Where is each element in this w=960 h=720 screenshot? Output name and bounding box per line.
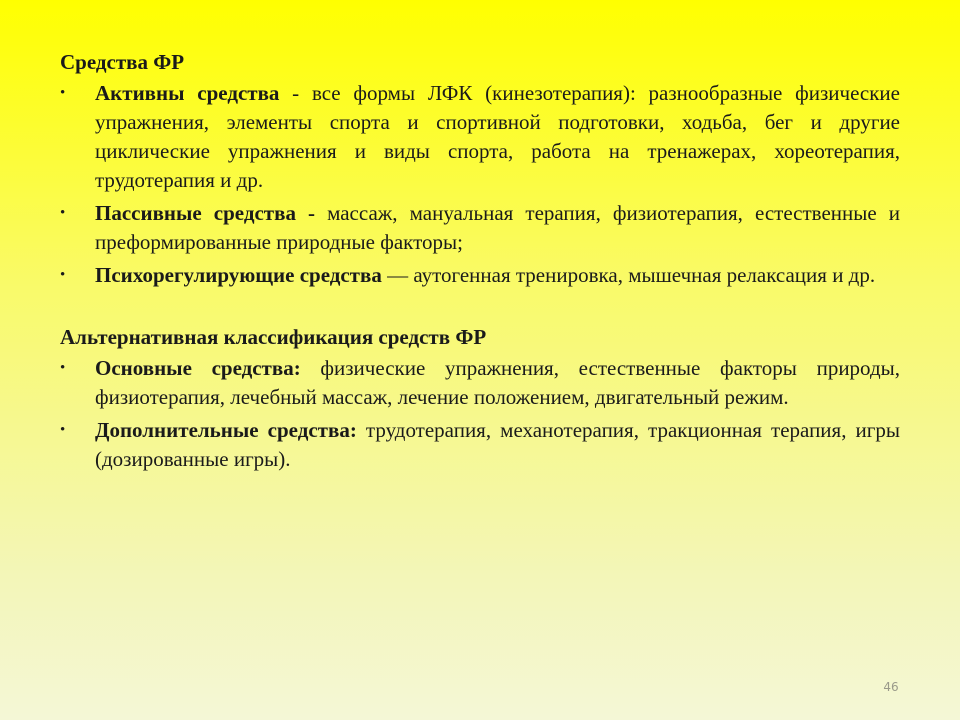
alternative-list xyxy=(60,354,900,474)
item-term: Психорегулирующие средства xyxy=(95,263,382,287)
list-item-main-means xyxy=(60,354,900,412)
bullet-icon: • xyxy=(60,360,66,376)
item-separator: — xyxy=(381,263,414,287)
bullet-icon: • xyxy=(60,422,66,438)
item-separator xyxy=(315,201,327,225)
bullet-icon: • xyxy=(60,267,66,283)
item-term: Основные средства: xyxy=(95,356,301,380)
list-item-additional-means xyxy=(60,416,900,474)
bullet-icon: • xyxy=(60,205,66,221)
item-term: Пассивные средства - xyxy=(95,201,316,225)
list-item-psychoregulating-means xyxy=(60,261,900,290)
item-text: массаж, мануальная терапия, физиотерапия, естественные и преформированные природные факторы; xyxy=(95,201,900,254)
item-term: Активны средства xyxy=(95,81,280,105)
means-list xyxy=(60,79,900,290)
item-separator: - xyxy=(279,81,312,105)
item-text: трудотерапия, механотерапия, тракционная терапия, игры (дозированные игры). xyxy=(95,418,901,471)
page-number: 46 xyxy=(883,680,899,694)
item-text: аутогенная тренировка, мышечная релаксация и др. xyxy=(413,263,876,287)
item-text: физические упражнения, естественные факторы природы, физиотерапия, лечебный массаж, лечение положением, двигательный режим. xyxy=(95,356,900,409)
bullet-icon: • xyxy=(60,85,66,101)
list-item-active-means xyxy=(60,79,900,195)
item-text: все формы ЛФК (кинезотерапия): разнообразные физические упражнения, элементы спорта и спортивной подготовки, ходьба, бег и другие циклические упражнения и виды спорта, работа на тренажерах, хореотерапия, трудотерапия и др. xyxy=(95,81,900,192)
slide-content xyxy=(60,47,900,478)
section-title-alternative-classification: Альтернативная классификация средств ФР xyxy=(60,325,487,349)
list-item-passive-means xyxy=(60,199,900,257)
item-term: Дополнительные средства: xyxy=(95,418,357,442)
item-separator xyxy=(357,418,366,442)
item-separator xyxy=(301,356,321,380)
section-title-means: Средства ФР xyxy=(60,50,185,74)
